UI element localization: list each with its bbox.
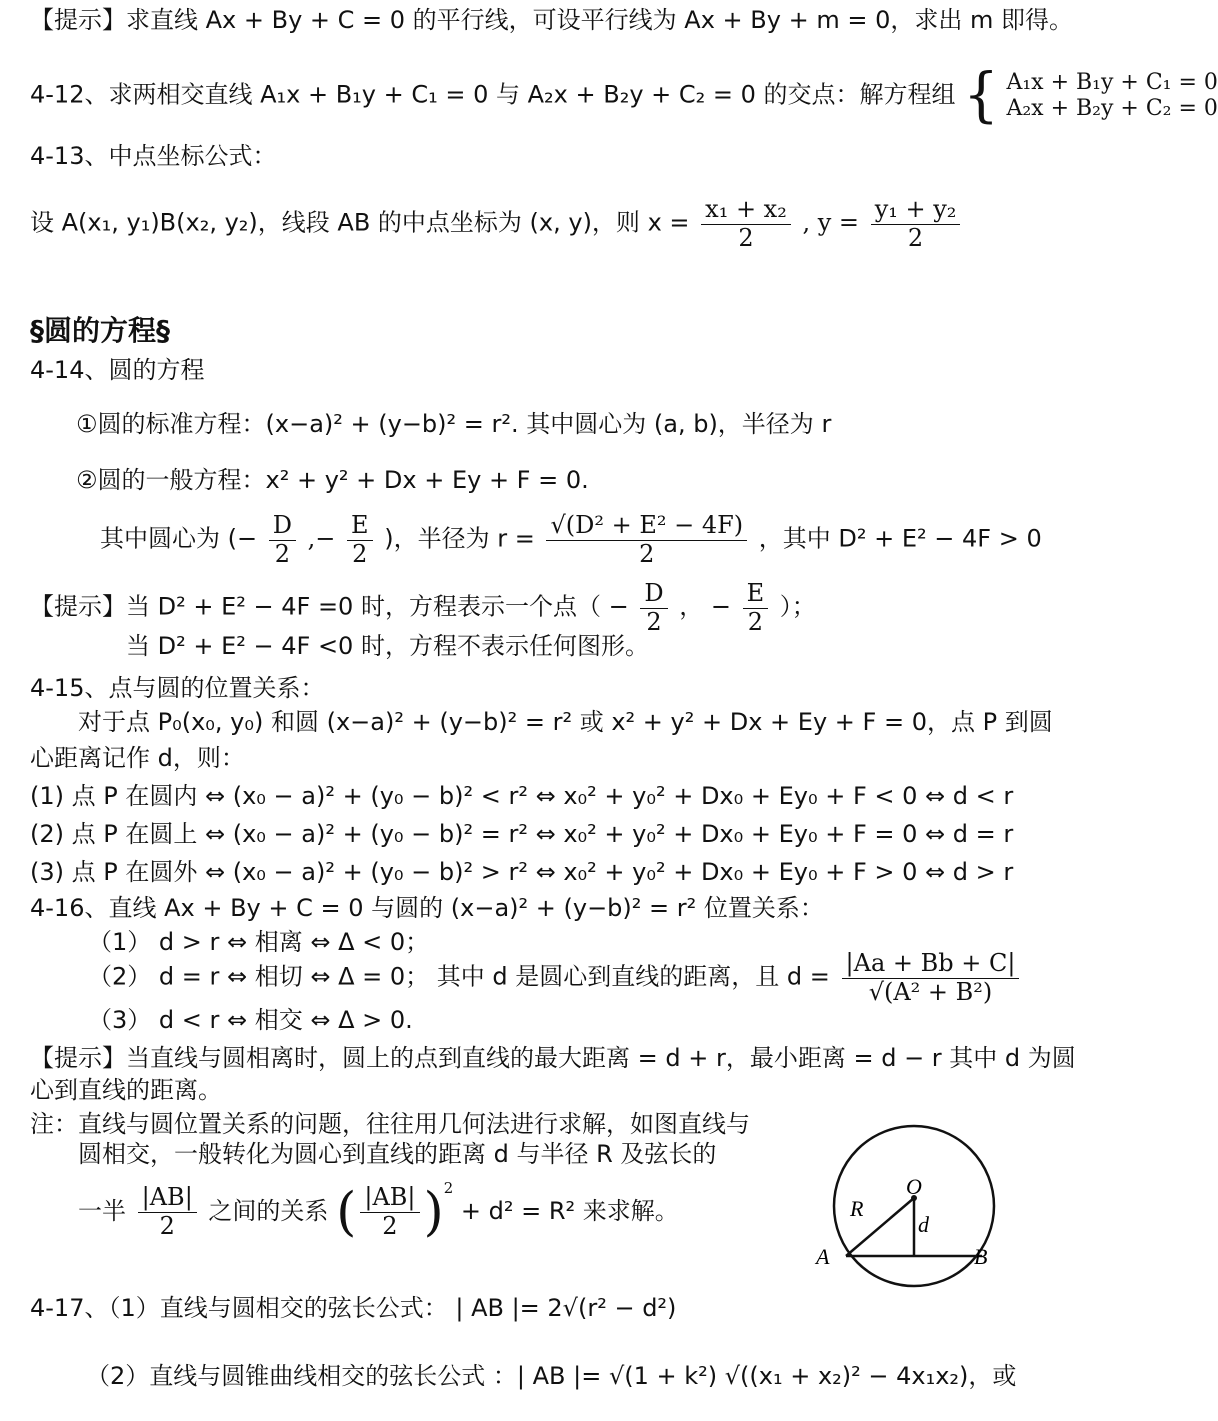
figure-label-B: B <box>974 1244 988 1269</box>
midpoint-y-label: , y = <box>802 208 860 237</box>
general-center-radius <box>100 512 1042 568</box>
hint-point-case <box>30 580 816 636</box>
midpoint-y-denominator: 2 <box>907 223 924 252</box>
item-4-16-title: 4-16、直线 Ax + By + C = 0 与圆的 (x−a)² + (y−b)² = r² 位置关系： <box>30 894 824 922</box>
system-eq-2: A₂x + B₂y + C₂ = 0 <box>1006 96 1218 121</box>
line-circle-separate: （1） d > r ⇔ 相离 ⇔ Δ < 0； <box>88 928 430 956</box>
hint-point-text: 【提示】当 D² + E² − 4F =0 时，方程表示一个点（ − <box>30 592 629 621</box>
figure-label-A: A <box>816 1244 830 1269</box>
midpoint-formula <box>30 196 964 252</box>
radius-numerator: √(D² + E² − 4F) <box>546 512 747 541</box>
item-4-12-text: 4-12、求两相交直线 A₁x + B₁y + C₁ = 0 与 A₂x + B₂y + C₂ = 0 的交点：解方程组 <box>30 80 956 109</box>
item-4-15-title: 4-15、点与圆的位置关系： <box>30 674 325 702</box>
case-on: (2) 点 P 在圆上 ⇔ (x₀ − a)² + (y₀ − b)² = r² ⇔ x₀² + y₀² + Dx₀ + Ey₀ + F = 0 ⇔ d = r <box>30 820 1014 848</box>
case-inside: (1) 点 P 在圆内 ⇔ (x₀ − a)² + (y₀ − b)² < r² ⇔ x₀² + y₀² + Dx₀ + Ey₀ + F < 0 ⇔ d < r <box>30 782 1014 810</box>
center-text: 其中圆心为 (− <box>100 524 258 553</box>
item-4-17-chord-length: 4-17、（1）直线与圆相交的弦长公式： | AB |= 2√(r² − d²) <box>30 1294 677 1322</box>
note-chord-relation: 圆相交，一般转化为圆心到直线的距离 d 与半径 R 及弦长的 <box>78 1140 717 1168</box>
tangent-text: （2） d = r ⇔ 相切 ⇔ Δ = 0； 其中 d 是圆心到直线的距离，且 d = <box>88 962 830 991</box>
midpoint-text: 设 A(x₁, y₁)B(x₂, y₂)，线段 AB 的中点坐标为 (x, y)，则 x = <box>30 208 690 237</box>
circle-chord-figure <box>810 1120 1000 1280</box>
line-circle-intersect: （3） d < r ⇔ 相交 ⇔ Δ > 0. <box>88 1006 413 1034</box>
figure-label-d: d <box>918 1212 929 1237</box>
point-y-numerator: E <box>743 580 769 609</box>
midpoint-y-numerator: y₁ + y₂ <box>871 196 961 225</box>
half-text: 一半 <box>78 1197 126 1225</box>
radius-condition: ，其中 D² + E² − 4F > 0 <box>758 524 1042 553</box>
center-y-numerator: E <box>347 512 373 541</box>
hint-distance-end: 心到直线的距离。 <box>30 1076 222 1104</box>
hint-parallel-line: 【提示】求直线 Ax + By + C = 0 的平行线，可设平行线为 Ax + By + m = 0，求出 m 即得。 <box>30 6 1073 34</box>
point-y-denominator: 2 <box>747 607 764 636</box>
point-close: ）； <box>779 592 816 621</box>
distance-numerator: |Aa + Bb + C| <box>842 950 1020 979</box>
center-y-denominator: 2 <box>352 539 368 568</box>
conic-chord-length: （2）直线与圆锥曲线相交的弦长公式 ：| AB |= √(1 + k²) √((x₁ + x₂)² − 4x₁x₂)，或 <box>86 1362 1017 1390</box>
relation-end: + d² = R² 来求解。 <box>460 1197 679 1225</box>
half-chord-denominator: 2 <box>159 1212 175 1240</box>
equation-system <box>1006 70 1217 123</box>
center-x-denominator: 2 <box>274 539 291 568</box>
item-4-14-title: 4-14、圆的方程 <box>30 356 205 384</box>
section-title-circle: §圆的方程§ <box>30 314 171 347</box>
point-separator: ， − <box>679 592 731 621</box>
left-paren: ( <box>336 1182 357 1243</box>
distance-fraction <box>842 950 1020 1006</box>
note-geometric-method: 注：直线与圆位置关系的问题，往往用几何法进行求解，如图直线与 <box>30 1110 750 1138</box>
half-chord-relation: 一半 $\frac{|AB|}{2}$ 之间的关系 ( $\frac{|AB|}{2}$ )$^2$ + d² = R² 来求解。 <box>78 1179 679 1243</box>
distance-denominator: √(A² + B²) <box>868 977 993 1006</box>
midpoint-x-fraction <box>701 196 791 252</box>
center-x-numerator: D <box>269 512 296 541</box>
general-equation: ②圆的一般方程：x² + y² + Dx + Ey + F = 0. <box>76 466 589 494</box>
system-eq-1: A₁x + B₁y + C₁ = 0 <box>1006 69 1218 95</box>
system-brace: { <box>963 61 999 130</box>
item-4-13-title: 4-13、中点坐标公式： <box>30 142 277 170</box>
line-circle-tangent <box>88 950 1023 1006</box>
center-y-fraction <box>347 512 373 568</box>
point-y-fraction <box>743 580 769 636</box>
midpoint-x-denominator: 2 <box>738 223 754 252</box>
hint-no-graph: 当 D² + E² − 4F <0 时，方程不表示任何图形。 <box>126 632 649 660</box>
paren-chord-denominator: 2 <box>382 1212 398 1240</box>
right-paren: ) <box>423 1182 444 1243</box>
point-x-numerator: D <box>640 580 667 609</box>
distance-definition: 心距离记作 d，则： <box>30 744 245 772</box>
point-circle-intro: 对于点 P₀(x₀, y₀) 和圆 (x−a)² + (y−b)² = r² 或 x² + y² + Dx + Ey + F = 0，点 P 到圆 <box>78 708 1053 736</box>
standard-equation: ①圆的标准方程：(x−a)² + (y−b)² = r². 其中圆心为 (a, b)，半径为 r <box>76 410 832 438</box>
radius-text: )，半径为 r = <box>384 524 535 553</box>
case-outside: (3) 点 P 在圆外 ⇔ (x₀ − a)² + (y₀ − b)² > r² ⇔ x₀² + y₀² + Dx₀ + Ey₀ + F > 0 ⇔ d > r <box>30 858 1014 886</box>
item-4-12 <box>30 61 1218 130</box>
midpoint-x-numerator: x₁ + x₂ <box>701 196 791 225</box>
relation-text: 之间的关系 <box>208 1197 329 1225</box>
radius-fraction <box>546 512 747 568</box>
midpoint-y-fraction <box>871 196 961 252</box>
point-x-denominator: 2 <box>646 607 662 636</box>
center-x-fraction <box>269 512 296 568</box>
half-chord-fraction <box>138 1184 197 1240</box>
point-x-fraction <box>640 580 667 636</box>
center-separator: ,− <box>307 524 336 553</box>
figure-label-O: O <box>906 1174 922 1199</box>
paren-chord-fraction <box>360 1184 419 1240</box>
figure-label-R: R <box>850 1196 864 1221</box>
hint-max-min-distance: 【提示】当直线与圆相离时，圆上的点到直线的最大距离 = d + r，最小距离 = d − r 其中 d 为圆 <box>30 1044 1076 1072</box>
paren-chord-numerator: |AB| <box>360 1184 419 1213</box>
radius-denominator: 2 <box>639 539 655 568</box>
half-chord-numerator: |AB| <box>138 1184 197 1213</box>
